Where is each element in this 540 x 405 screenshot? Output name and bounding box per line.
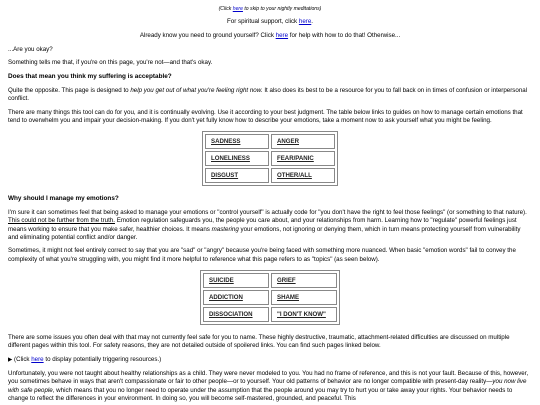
triangle-right-icon[interactable]: ▶ [8,356,13,363]
spiritual-support-link[interactable]: here [298,18,312,26]
spiritual-line [8,18,532,26]
emotion-link-disgust[interactable]: DISGUST [211,172,239,180]
table-cell [203,273,269,288]
skip-post: to skip to your nightly meditations) [242,6,322,12]
table-cell [271,273,337,288]
purpose-post: It also does its best to be a resource for you to fall back on in times of confusion or interpersonal conflict. [8,86,528,103]
nuance-paragraph: Sometimes, it might not feel entirely correct to say that you are "sad" or "angry" because you're being faced with something more nuanced. When basic "emotion words" fail to convey the complexity of what you're struggling with, you might find it more helpful to reference what this page refers to as "topics" (as seen below). [8,247,516,263]
table-cell [271,290,337,305]
relationships-paragraph [8,370,532,403]
table-row [203,290,337,305]
intro-reassurance: Something tells me that, if you're on this page, you're not—and that's okay. [8,59,213,67]
purpose-paragraph [8,87,532,103]
grounding-help-link[interactable]: here [275,31,289,39]
topic-link-grief[interactable]: GRIEF [277,276,296,284]
table-cell [205,134,269,149]
spiritual-pre: For spiritual support, click [227,18,299,26]
topic-link-addiction[interactable]: ADDICTION [209,293,243,301]
relationships-pre: Unfortunately, you were not taught about healthy relationships as a child. They were never modeled to you. You had no frame of reference, and this is not your fault. Because of this, however, you sometimes behave in ways that aren't compassionate or fair to other people—or to yourself. Your old patterns of behavior are no longer compatible with present-day reality— [8,370,529,386]
grounding-pre: Already know you need to ground yourself? Click [139,31,276,39]
topic-link-dissociation[interactable]: DISSOCIATION [209,310,253,318]
table-cell [203,307,269,322]
manage-pre: I'm sure it can sometimes feel that being asked to manage your emotions or "control yourself" is actually code for "you don't have the right to feel those feelings" (or something to that nature). [8,209,527,217]
topic-link-suicide[interactable]: SUICIDE [209,276,234,284]
relationships-emphasis: you now live with safe people [8,378,527,394]
manage-emphasis: mastering [211,225,239,233]
relationships-post: , which means that you no longer need to operate under the assumption that the people around you may try to hurt you or take away your rights. Your behavior needs to change to reflect the differences in your environment. In doing so, you will become self-mastered, grounded, and peaceful. This [8,386,513,402]
emotion-link-anger[interactable]: ANGER [277,138,300,146]
manage-mid: Emotion regulation safeguards you, the people you care about, and your relationships from harm. Learning how to "regulate" powerful feelings just means working to ensure that you make safer, healthier choices. It means [8,217,517,233]
purpose-emphasis: help you get out of what you're feeling right now. [130,86,263,94]
topic-link-shame[interactable]: SHAME [277,293,300,301]
spoiler-intro-paragraph: There are some issues you often deal with that may not currently feel safe for you to name. These highly destructive, traumatic, attachment-related difficulties are discussed on multiple different pages within this tool. For safety reasons, they are not detailed outside of spoilered links. You can find such pages linked below. [8,333,510,350]
skip-pre: (Click [218,6,233,12]
table-cell [205,168,269,183]
manage-paragraph [8,209,532,242]
details-pre: (Click [14,355,32,363]
emotion-link-loneliness[interactable]: LONELINESS [211,155,250,163]
spiritual-post: . [311,18,313,26]
skip-note [8,6,532,13]
emotion-link-fear-panic[interactable]: FEAR/PANIC [277,155,314,163]
table-cell [271,134,335,149]
manage-heading: Why should I manage my emotions? [8,195,119,203]
table-row [205,151,335,166]
suffering-heading: Does that mean you think my suffering is acceptable? [8,72,172,80]
tool-paragraph: There are many things this tool can do for you, and it is continually evolving. Use it according to your best judgment. The table below links to guides on how to manage certain emotions that tend to overwhelm you and impair your decision-making. If you don't yet fully know how to describe your emotions, take a moment now to ask yourself what you might be feeling. [8,108,523,124]
details-post: to display potentially triggering resources.) [43,355,162,363]
skip-to-meditations-link[interactable]: here [232,6,243,12]
display-triggering-link[interactable]: here [31,355,44,363]
topic-link-i-dont-know[interactable]: "I DON'T KNOW" [277,310,326,318]
topics-table [200,270,340,325]
manage-underlined: This could not be further from the truth. [8,217,115,225]
manage-post: your emotions, not ignoring or denying them, which in turn means protecting yourself from vulnerability and eliminating potential conflict and/or danger. [8,225,521,241]
emotion-link-sadness[interactable]: SADNESS [211,138,241,146]
grounding-post: for help with how to do that! Otherwise... [288,31,401,39]
triggering-resources-toggle[interactable] [8,356,532,364]
table-cell [205,151,269,166]
table-row [203,273,337,288]
table-row [205,134,335,149]
emotion-link-other-all[interactable]: OTHER/ALL [277,172,312,180]
table-cell [271,168,335,183]
intro-question: ...Are you okay? [8,45,53,53]
grounding-line [8,32,532,40]
emotions-table [202,131,338,186]
purpose-pre: Quite the opposite. This page is designed to [8,86,131,94]
table-row [203,307,337,322]
table-cell [271,151,335,166]
table-row [205,168,335,183]
table-cell [203,290,269,305]
table-cell [271,307,337,322]
